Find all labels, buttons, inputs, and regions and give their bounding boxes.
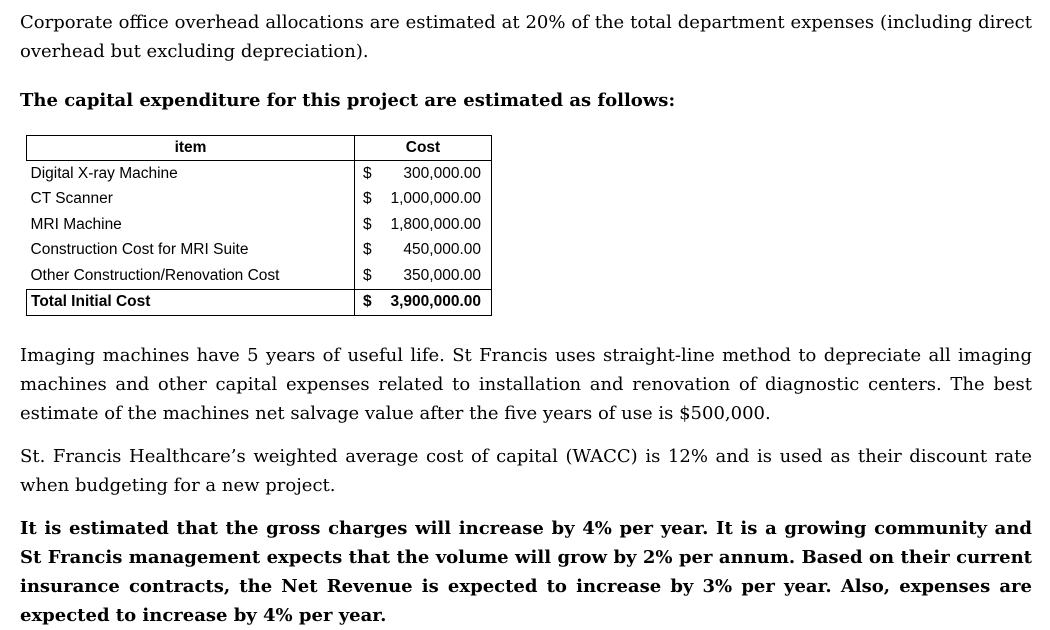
depreciation-paragraph: Imaging machines have 5 years of useful life. St Francis uses straight-line method to depreciate all imaging machines and other capital expenses related to installation and renovation of diagnostic centers. The best estimate of the machines net salvage value after the five years of use is $500,000. [20,345,1032,424]
cost-amount: 1,800,000.00 [390,215,481,233]
cost-amount: 300,000.00 [403,164,481,182]
row-cost [355,161,492,187]
document-page [20,8,1032,630]
row-cost [355,263,492,289]
capex-heading: The capital expenditure for this project are estimated as follows: [20,90,676,111]
cost-amount: 1,000,000.00 [390,190,481,208]
row-item: Digital X-ray Machine [30,164,178,182]
table-row [27,161,492,187]
currency-symbol: $ [363,164,372,182]
capex-table [26,135,492,316]
currency-symbol: $ [363,215,372,233]
table-row [27,238,492,264]
row-cost [355,212,492,238]
cost-amount: 350,000.00 [403,266,481,284]
row-item: Other Construction/Renovation Cost [30,266,280,284]
total-row [27,289,492,316]
header-item: item [27,136,355,161]
overhead-paragraph: Corporate office overhead allocations are estimated at 20% of the total department expenses (including direct overhead but excluding depreciation). [20,12,1032,62]
currency-symbol: $ [363,190,372,208]
currency-symbol: $ [363,266,372,284]
header-cost: Cost [355,136,492,161]
total-cost [355,289,492,316]
table-row [27,212,492,238]
row-cost [355,187,492,213]
total-amount: 3,900,000.00 [390,293,481,311]
cost-amount: 450,000.00 [403,241,481,259]
row-item: Construction Cost for MRI Suite [30,241,249,259]
table-header-row [27,136,492,161]
currency-symbol: $ [363,293,372,311]
row-cost [355,238,492,264]
row-item: MRI Machine [30,215,122,233]
row-item: CT Scanner [30,190,113,208]
table-row [27,263,492,289]
growth-paragraph: It is estimated that the gross charges will increase by 4% per year. It is a growing community and St Francis management expects that the volume will grow by 2% per annum. Based on their current insurance contracts, the Net Revenue is expected to increase by 3% per year. Also, expenses are expected to increase by 4% per year. [20,518,1032,626]
table-row [27,187,492,213]
total-label: Total Initial Cost [27,289,355,316]
currency-symbol: $ [363,241,372,259]
wacc-paragraph: St. Francis Healthcare’s weighted average cost of capital (WACC) is 12% and is used as their discount rate when budgeting for a new project. [20,446,1032,496]
